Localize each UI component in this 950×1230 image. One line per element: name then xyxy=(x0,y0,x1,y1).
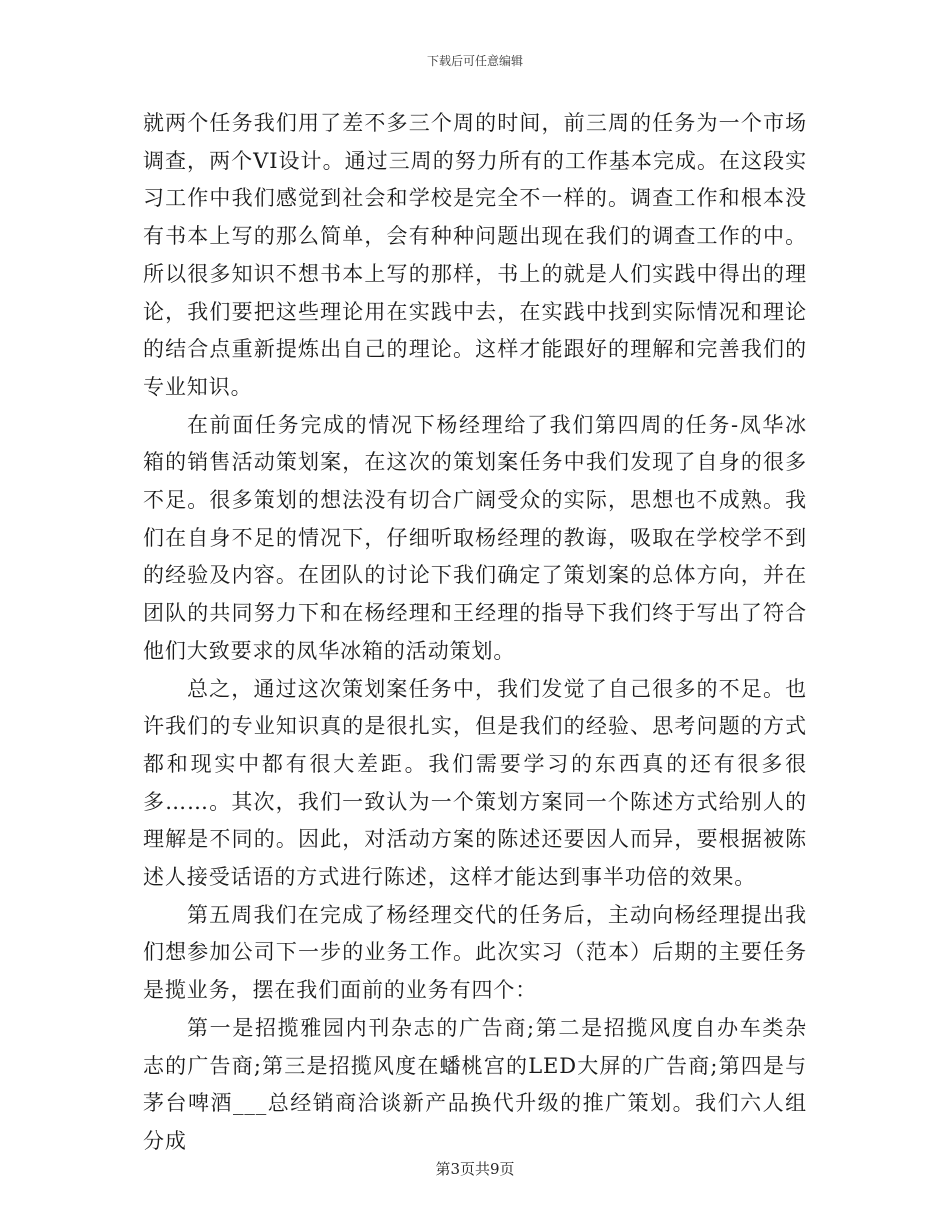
page-header: 下载后可任意编辑 xyxy=(426,54,523,68)
paragraph-3: 总之，通过这次策划案任务中，我们发觉了自己很多的不足。也许我们的专业知识真的是很扎实，但是我们的经验、思考问题的方式都和现实中都有很大差距。我们需要学习的东西真的还有很多很多……。其次，我们一致认为一个策划方案同一个陈述方式给别人的理解是不同的。因此，对活动方案的陈述还要因人而异，要根据被陈述人接受话语的方式进行陈述，这样才能达到事半功倍的效果。 xyxy=(143,676,807,890)
paragraph-4: 第五周我们在完成了杨经理交代的任务后，主动向杨经理提出我们想参加公司下一步的业务工作。此次实习（范本）后期的主要任务是揽业务，摆在我们面前的业务有四个： xyxy=(143,902,807,1003)
document-body xyxy=(143,105,807,1161)
paragraph-1: 就两个任务我们用了差不多三个周的时间，前三周的任务为一个市场调查，两个VI设计。通过三周的努力所有的工作基本完成。在这段实习工作中我们感觉到社会和学校是完全不一样的。调查工作和根本没有书本上写的那么简单，会有种种问题出现在我们的调查工作的中。所以很多知识不想书本上写的那样，书上的就是人们实践中得出的理论，我们要把这些理论用在实践中去，在实践中找到实际情况和理论的结合点重新提炼出自己的理论。这样才能跟好的理解和完善我们的专业知识。 xyxy=(143,111,807,399)
page-number-footer: 第3页共9页 xyxy=(435,1160,515,1178)
paragraph-5: 第一是招揽雅园内刊杂志的广告商;第二是招揽风度自办车类杂志的广告商;第三是招揽风度在蟠桃宫的LED大屏的广告商;第四是与茅台啤酒___总经销商洽谈新产品换代升级的推广策划。我们六人组分成 xyxy=(143,1015,807,1153)
paragraph-2: 在前面任务完成的情况下杨经理给了我们第四周的任务-凤华冰箱的销售活动策划案，在这次的策划案任务中我们发现了自身的很多不足。很多策划的想法没有切合广阔受众的实际，思想也不成熟。我们在自身不足的情况下，仔细听取杨经理的教诲，吸取在学校学不到的经验及内容。在团队的讨论下我们确定了策划案的总体方向，并在团队的共同努力下和在杨经理和王经理的指导下我们终于写出了符合他们大致要求的凤华冰箱的活动策划。 xyxy=(143,412,807,663)
